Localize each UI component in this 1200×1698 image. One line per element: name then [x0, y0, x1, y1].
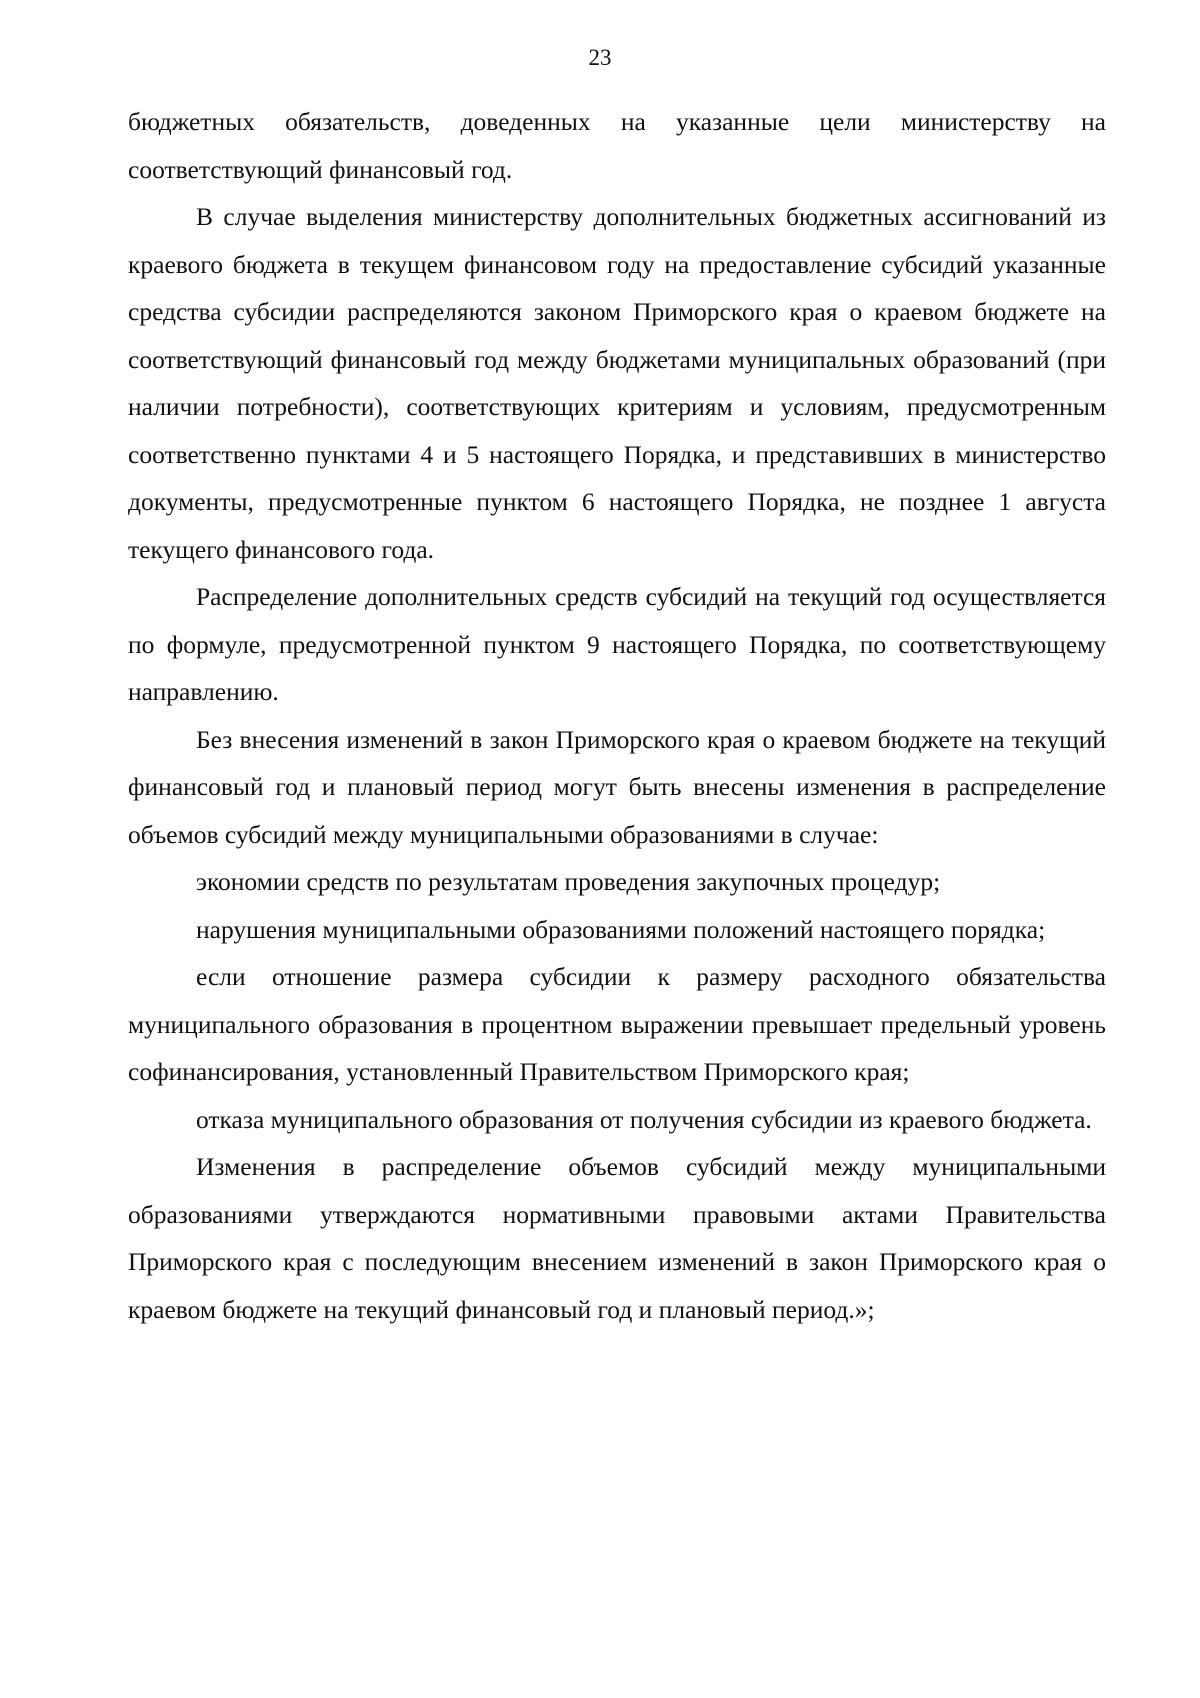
paragraph-additional-allocations: В случае выделения министерству дополнительных бюджетных ассигнований из краевого бюджета в текущем финансовом году на предоставление субсидий указанные средства субсидии распределяются законом Приморского края о краевом бюджете на соответствующий финансовый год между бюджетами муниципальных образований (при наличии потребности), соответствующих критериям и условиям, предусмотренным соответственно пунктами 4 и 5 настоящего Порядка, и представивших в министерство документы, предусмотренные пунктом 6 настоящего Порядка, не позднее 1 августа текущего финансового года. [128, 202, 1106, 564]
list-item-violations: нарушения муниципальными образованиями положений настоящего порядка; [196, 914, 1046, 944]
list-item-cofinancing-limit: если отношение размера субсидии к размеру расходного обязательства муниципального образования в процентном выражении превышает предельный уровень софинансирования, установленный Правительством Приморского края; [128, 962, 1106, 1086]
paragraph-budget-obligations: бюджетных обязательств, доведенных на указанные цели министерству на соответствующий финансовый год. [128, 107, 1106, 184]
paragraph-distribution-formula: Распределение дополнительных средств субсидий на текущий год осуществляется по формуле, предусмотренной пунктом 9 настоящего Порядка, по соответствующему направлению. [128, 582, 1106, 706]
paragraph-approval-of-changes: Изменения в распределение объемов субсидий между муниципальными образованиями утверждаются нормативными правовыми актами Правительства Приморского края с последующим внесением изменений в закон Приморского края о краевом бюджете на текущий финансовый год и плановый период.»; [128, 1152, 1106, 1324]
paragraph-changes-without-law: Без внесения изменений в закон Приморского края о краевом бюджете на текущий финансовый год и плановый период могут быть внесены изменения в распределение объемов субсидий между муниципальными образованиями в случае: [128, 724, 1106, 849]
page-number: 23 [588, 45, 612, 70]
list-item-refusal: отказа муниципального образования от получения субсидии из краевого бюджета. [196, 1104, 1092, 1134]
document-body [128, 98, 1106, 1333]
list-item-savings: экономии средств по результатам проведения закупочных процедур; [196, 867, 941, 896]
